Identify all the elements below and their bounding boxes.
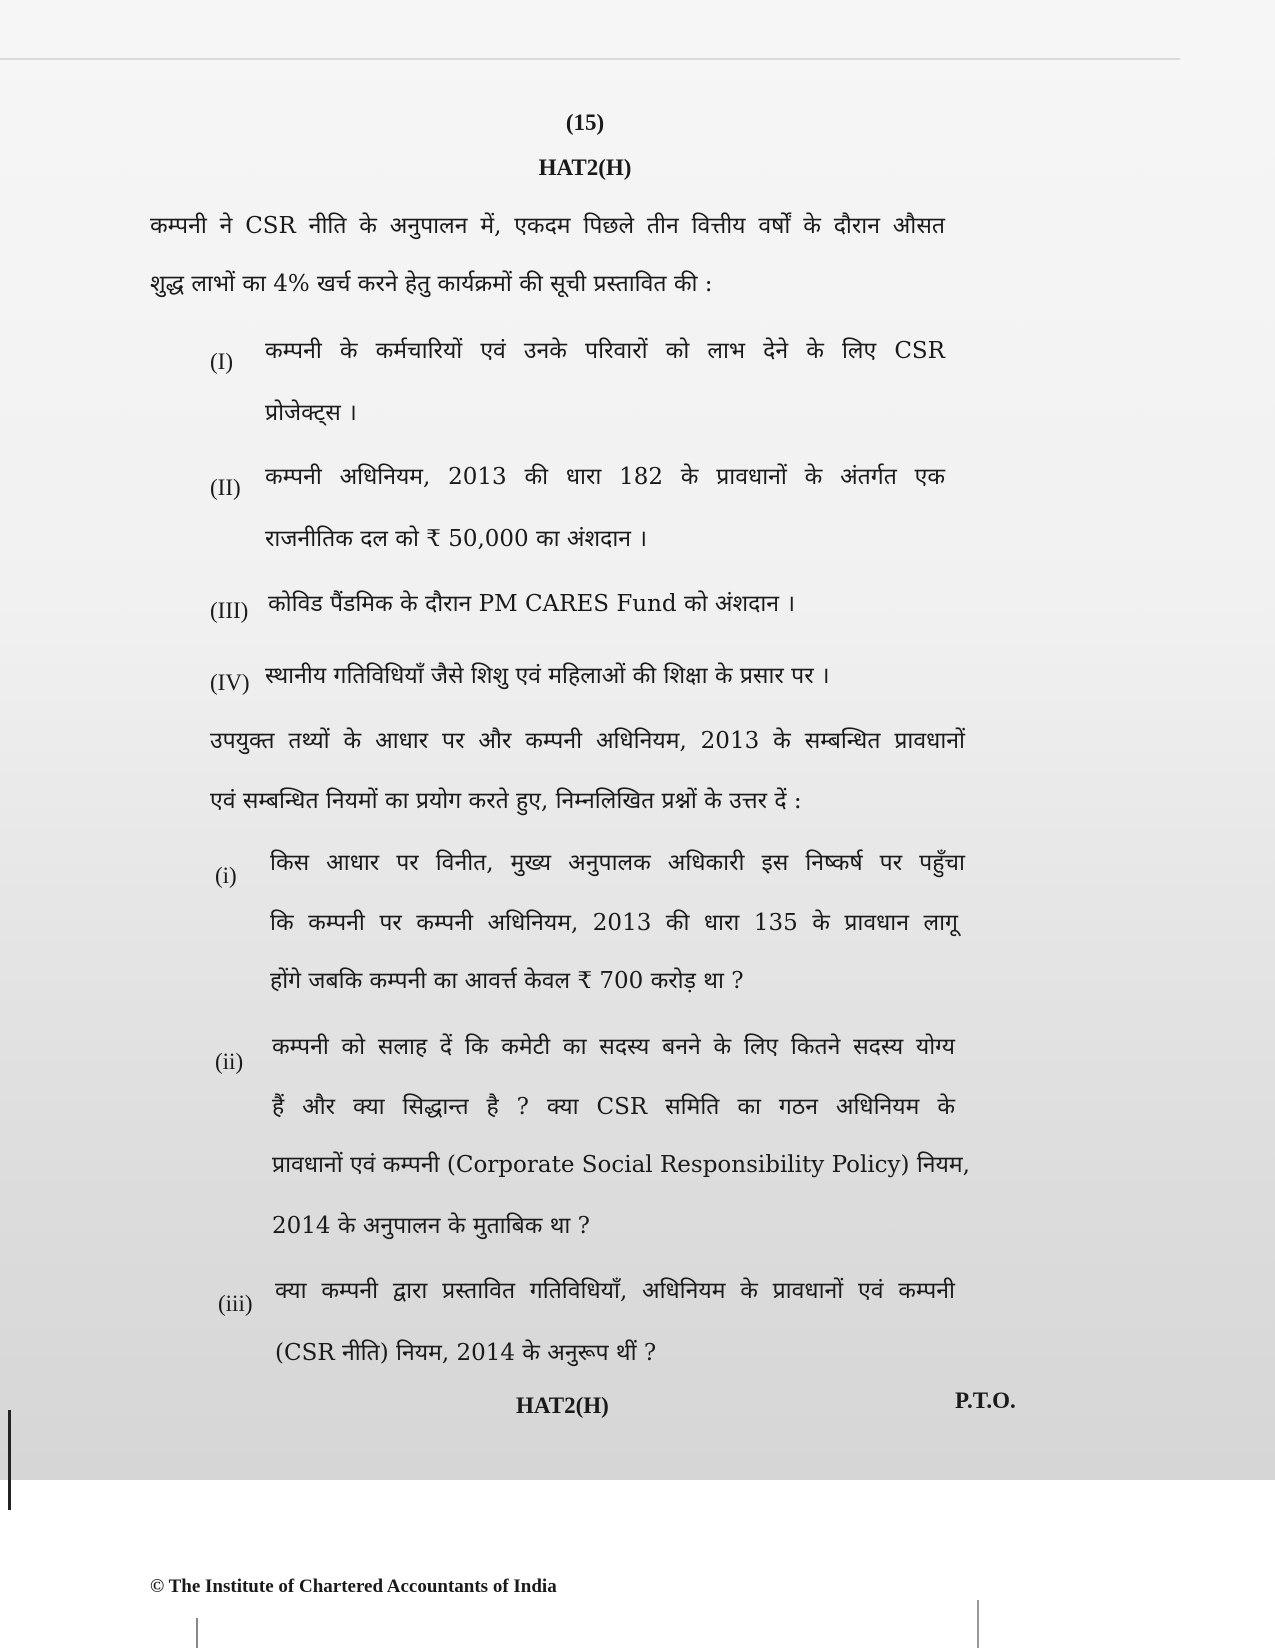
- page-edge-shadow: [0, 58, 1180, 60]
- proposal-marker: (III): [210, 598, 249, 623]
- question-line: 2014 के अनुपालन के मुताबिक था ?: [272, 1213, 591, 1239]
- proposal-line: कोविड पैंडमिक के दौरान PM CARES Fund को अंशदान ।: [268, 591, 796, 617]
- question-line: किस आधार पर विनीत, मुख्य अनुपालक अधिकारी इस निष्कर्ष पर पहुँचा: [270, 850, 965, 876]
- copyright-notice: © The Institute of Chartered Accountants of India: [150, 1576, 557, 1597]
- question-line: क्या कम्पनी द्वारा प्रस्तावित गतिविधियाँ, अधिनियम के प्रावधानों एवं कम्पनी: [275, 1278, 955, 1304]
- paper-code-footer: HAT2(H): [516, 1393, 609, 1418]
- question-line: (CSR नीति) नियम, 2014 के अनुरूप थीं ?: [275, 1340, 657, 1366]
- proposal-marker: (I): [210, 349, 233, 374]
- intro-line-2: शुद्ध लाभों का 4% खर्च करने हेतु कार्यक्रमों की सूची प्रस्तावित की :: [150, 271, 713, 297]
- scan-artifact: [196, 1618, 198, 1648]
- question-line: होंगे जबकि कम्पनी का आवर्त्त केवल ₹ 700 करोड़ था ?: [270, 968, 744, 994]
- proposal-line: कम्पनी के कर्मचारियों एवं उनके परिवारों को लाभ देने के लिए CSR: [265, 338, 945, 364]
- pto-label: P.T.O.: [955, 1388, 1016, 1413]
- question-marker: (iii): [218, 1291, 253, 1316]
- question-line: हैं और क्या सिद्धान्त है ? क्या CSR समिति का गठन अधिनियम के: [272, 1094, 955, 1120]
- intro-line-1: कम्पनी ने CSR नीति के अनुपालन में, एकदम पिछले तीन वित्तीय वर्षों के दौरान औसत: [150, 213, 945, 239]
- question-marker: (i): [215, 863, 237, 888]
- binding-mark: [8, 1410, 11, 1510]
- paper-code-header: HAT2(H): [538, 155, 632, 180]
- proposal-line: कम्पनी अधिनियम, 2013 की धारा 182 के प्रावधानों के अंतर्गत एक: [265, 464, 945, 490]
- instruction-line-2: एवं सम्बन्धित नियमों का प्रयोग करते हुए, निम्नलिखित प्रश्नों के उत्तर दें :: [210, 788, 802, 814]
- proposal-marker: (IV): [210, 670, 250, 695]
- instruction-line-1: उपयुक्त तथ्यों के आधार पर और कम्पनी अधिनियम, 2013 के सम्बन्धित प्रावधानों: [210, 728, 965, 754]
- proposal-marker: (II): [210, 475, 241, 500]
- question-line: कि कम्पनी पर कम्पनी अधिनियम, 2013 की धारा 135 के प्रावधान लागू: [270, 910, 958, 936]
- proposal-line: स्थानीय गतिविधियाँ जैसे शिशु एवं महिलाओं की शिक्षा के प्रसार पर ।: [265, 663, 830, 689]
- page-number: (15): [565, 110, 605, 135]
- scan-artifact: [977, 1600, 979, 1648]
- proposal-line: प्रोजेक्ट्स ।: [265, 400, 357, 426]
- question-line: कम्पनी को सलाह दें कि कमेटी का सदस्य बनने के लिए कितने सदस्य योग्य: [272, 1034, 955, 1060]
- question-marker: (ii): [215, 1049, 244, 1074]
- proposal-line: राजनीतिक दल को ₹ 50,000 का अंशदान ।: [265, 526, 648, 552]
- question-line: प्रावधानों एवं कम्पनी (Corporate Social Responsibility Policy) नियम,: [272, 1152, 970, 1178]
